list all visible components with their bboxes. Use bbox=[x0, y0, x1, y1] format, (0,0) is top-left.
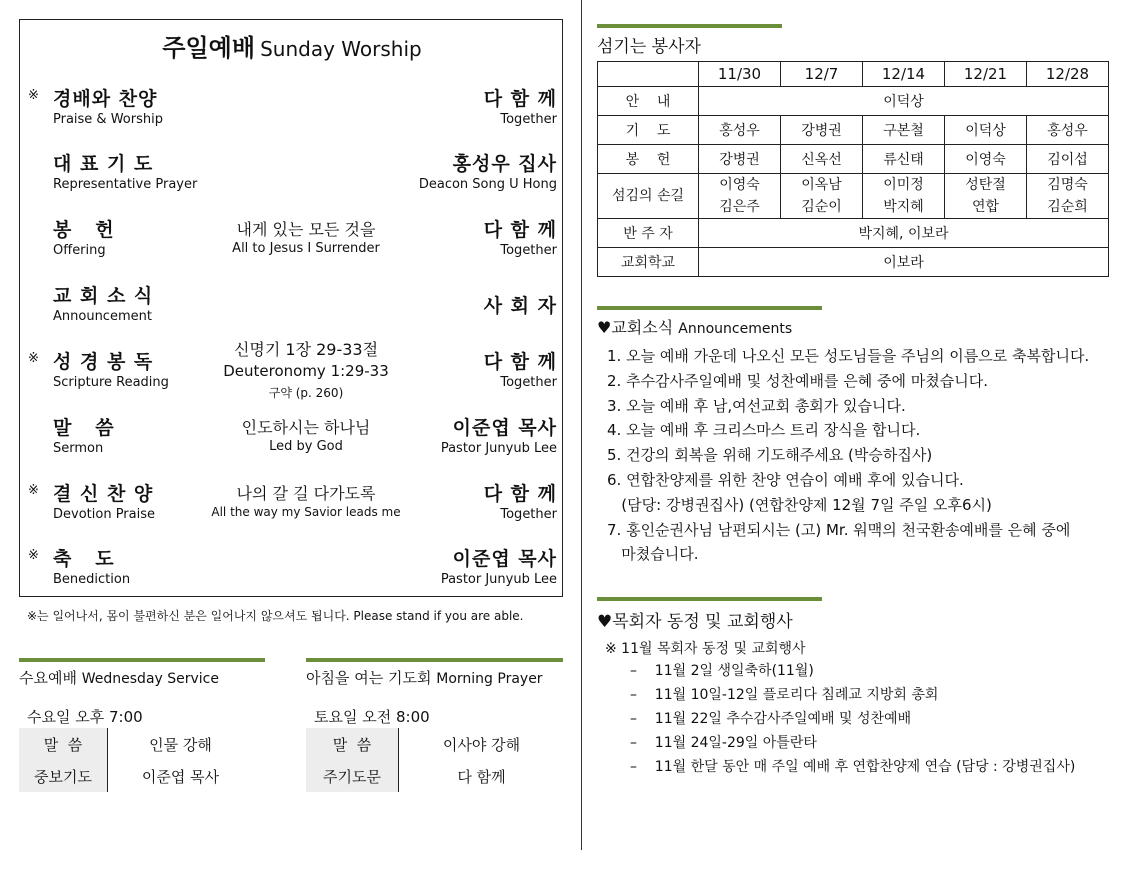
order-title bbox=[20, 28, 564, 63]
item-title-ko: 성 경 봉 독 bbox=[53, 351, 154, 373]
item-leader-en: Pastor Junyub Lee bbox=[440, 572, 557, 587]
item-detail-ko: 내게 있는 모든 것을 bbox=[236, 220, 376, 239]
morning-time: 토요일 오전 8:00 bbox=[314, 708, 430, 726]
table-row bbox=[598, 62, 1109, 87]
item-leader-en: Together bbox=[500, 375, 557, 390]
hands-cell bbox=[699, 174, 781, 219]
item-title-en: Benediction bbox=[53, 572, 131, 587]
hands-bottom: 연합 bbox=[971, 199, 1000, 215]
item-title-en: Representative Prayer bbox=[53, 177, 198, 192]
morning-value: 다 함께 bbox=[457, 767, 506, 786]
item-leader-en: Deacon Song U Hong bbox=[418, 177, 557, 192]
service-item bbox=[20, 544, 564, 604]
school-value: 이보라 bbox=[699, 248, 1109, 277]
item-detail-ko: 나의 갈 길 다가도록 bbox=[236, 484, 376, 503]
item-leader-en: Together bbox=[500, 243, 557, 258]
hands-cell bbox=[1027, 174, 1109, 219]
table-row bbox=[306, 728, 564, 760]
table-row bbox=[598, 248, 1109, 277]
date-header: 12/14 bbox=[863, 62, 945, 87]
item-title-en: Offering bbox=[53, 243, 106, 258]
hands-cell bbox=[863, 174, 945, 219]
heart-icon: ♥ bbox=[597, 612, 613, 632]
wednesday-title bbox=[19, 667, 219, 688]
item-leader-ko: 이준엽 목사 bbox=[452, 548, 557, 570]
item-title-en: Sermon bbox=[53, 441, 104, 456]
list-item: 6. 연합찬양제를 위한 찬양 연습이 예배 후에 있습니다. bbox=[607, 470, 964, 489]
list-item: – 11월 22일 추수감사주일예배 및 성찬예배 bbox=[630, 711, 912, 727]
item-leader-ko: 다 함 께 bbox=[483, 351, 557, 373]
item-title-ko: 교 회 소 식 bbox=[53, 285, 154, 307]
pastor-title bbox=[597, 607, 793, 632]
row-label: 교회학교 bbox=[598, 248, 699, 277]
item-title-ko: 말 씀 bbox=[53, 417, 115, 439]
list-item: 7. 홍인순권사님 남편되시는 (고) Mr. 워맥의 천국환송예배를 은혜 중에 bbox=[607, 520, 1071, 539]
item-detail-en: Led by God bbox=[269, 439, 343, 454]
announcements-title bbox=[597, 315, 792, 338]
item-title-ko: 경배와 찬양 bbox=[53, 88, 158, 110]
service-item bbox=[20, 149, 564, 209]
table-row bbox=[598, 116, 1109, 145]
list-item: 마쳤습니다. bbox=[607, 545, 699, 564]
item-detail-en: Deuteronomy 1:29-33 bbox=[223, 362, 389, 380]
item-leader-ko: 홍성우 집사 bbox=[452, 153, 557, 175]
hands-bottom: 김은주 bbox=[719, 199, 760, 215]
item-title-ko: 결 신 찬 양 bbox=[53, 483, 154, 505]
offering-cell: 강병권 bbox=[699, 145, 781, 174]
service-item bbox=[20, 84, 564, 144]
table-row bbox=[598, 145, 1109, 174]
hands-bottom: 박지혜 bbox=[883, 199, 924, 215]
hands-top: 성탄절 bbox=[965, 177, 1006, 193]
list-item: (담당: 강병권집사) (연합찬양제 12월 7일 주일 오후6시) bbox=[607, 495, 992, 514]
stand-note: ※는 일어나서, 몸이 불편하신 분은 일어나지 않으셔도 됩니다. Please stand if you are able. bbox=[27, 609, 524, 623]
item-leader-en: Together bbox=[500, 507, 557, 522]
section-bar bbox=[306, 658, 563, 662]
prayer-cell: 구본철 bbox=[863, 116, 945, 145]
offering-cell: 류신태 bbox=[863, 145, 945, 174]
service-item bbox=[20, 215, 564, 275]
item-title-en: Scripture Reading bbox=[53, 375, 169, 390]
item-detail-ko: 인도하시는 하나님 bbox=[241, 418, 371, 437]
hands-top: 이영숙 bbox=[719, 177, 760, 193]
prayer-cell: 홍성우 bbox=[699, 116, 781, 145]
hands-bottom: 김순희 bbox=[1047, 199, 1088, 215]
heart-icon: ♥ bbox=[597, 318, 612, 337]
item-detail-en: All to Jesus I Surrender bbox=[232, 241, 380, 256]
row-label: 섬김의 손길 bbox=[598, 174, 699, 219]
item-leader-ko: 다 함 께 bbox=[483, 88, 557, 110]
item-detail-page: 구약 (p. 260) bbox=[268, 386, 344, 400]
morning-title-en: Morning Prayer bbox=[436, 671, 543, 687]
pastor-subtitle: ※ 11월 목회자 동정 및 교회행사 bbox=[605, 641, 806, 657]
announcements-title-ko: 교회소식 bbox=[611, 318, 674, 337]
section-bar bbox=[19, 658, 265, 662]
table-row bbox=[306, 760, 564, 792]
hands-bottom: 김순이 bbox=[801, 199, 842, 215]
table-row bbox=[598, 219, 1109, 248]
usher-value: 이덕상 bbox=[699, 87, 1109, 116]
announcements-list bbox=[607, 344, 1089, 567]
item-leader-ko: 다 함 께 bbox=[483, 483, 557, 505]
prayer-cell: 이덕상 bbox=[945, 116, 1027, 145]
offering-cell: 김이섭 bbox=[1027, 145, 1109, 174]
prayer-cell: 강병권 bbox=[781, 116, 863, 145]
item-title-ko: 대 표 기 도 bbox=[53, 153, 154, 175]
stand-marker: ※ bbox=[28, 483, 39, 498]
hands-top: 이미정 bbox=[883, 177, 924, 193]
list-item: 1. 오늘 예배 가운데 나오신 모든 성도님들을 주님의 이름으로 축복합니다. bbox=[607, 347, 1090, 365]
item-title-ko: 축 도 bbox=[53, 548, 115, 570]
morning-label: 말 씀 bbox=[306, 728, 399, 760]
section-bar bbox=[597, 597, 822, 601]
wednesday-value: 이준엽 목사 bbox=[141, 767, 220, 786]
service-item bbox=[20, 413, 564, 473]
stand-marker: ※ bbox=[28, 88, 39, 103]
hands-cell bbox=[945, 174, 1027, 219]
stand-marker: ※ bbox=[28, 351, 39, 366]
morning-label: 주기도문 bbox=[306, 760, 399, 792]
item-detail-ko: 신명기 1장 29-33절 bbox=[233, 340, 379, 359]
row-label: 반 주 자 bbox=[598, 219, 699, 248]
row-label: 기 도 bbox=[598, 116, 699, 145]
wednesday-title-en: Wednesday Service bbox=[81, 671, 219, 687]
item-leader-en: Pastor Junyub Lee bbox=[440, 441, 557, 456]
item-title-en: Praise & Worship bbox=[53, 112, 163, 127]
row-label: 봉 헌 bbox=[598, 145, 699, 174]
servants-title: 섬기는 봉사자 bbox=[597, 37, 701, 57]
morning-value: 이사야 강해 bbox=[442, 735, 521, 754]
offering-cell: 이영숙 bbox=[945, 145, 1027, 174]
item-leader-en: Together bbox=[500, 112, 557, 127]
offering-cell: 신옥선 bbox=[781, 145, 863, 174]
row-label: 안 내 bbox=[598, 87, 699, 116]
item-title-ko: 봉 헌 bbox=[53, 219, 115, 241]
events-list bbox=[630, 659, 1075, 779]
list-item: – 11월 24일-29일 아틀란타 bbox=[630, 735, 817, 751]
pastor-title-text: 목회자 동정 및 교회행사 bbox=[612, 612, 793, 632]
section-bar bbox=[597, 24, 782, 28]
wednesday-title-ko: 수요예배 bbox=[19, 669, 77, 687]
prayer-cell: 홍성우 bbox=[1027, 116, 1109, 145]
stand-marker: ※ bbox=[28, 548, 39, 563]
table-row bbox=[19, 760, 253, 792]
date-header: 12/7 bbox=[781, 62, 863, 87]
wednesday-label: 말 씀 bbox=[19, 728, 108, 760]
table-row bbox=[598, 87, 1109, 116]
date-header: 12/21 bbox=[945, 62, 1027, 87]
list-item: 3. 오늘 예배 후 남,여선교회 총회가 있습니다. bbox=[607, 396, 906, 415]
list-item: 2. 추수감사주일예배 및 성찬예배를 은혜 중에 마쳤습니다. bbox=[607, 371, 988, 390]
order-title-ko: 주일예배 bbox=[162, 34, 256, 62]
wednesday-label: 중보기도 bbox=[19, 760, 108, 792]
service-item bbox=[20, 281, 564, 341]
item-leader-ko: 이준엽 목사 bbox=[452, 417, 557, 439]
list-item: – 11월 2일 생일축하(11월) bbox=[630, 663, 814, 679]
list-item: 4. 오늘 예배 후 크리스마스 트리 장식을 합니다. bbox=[607, 421, 921, 440]
wednesday-value: 인물 강해 bbox=[149, 735, 212, 754]
announcements-title-en: Announcements bbox=[678, 321, 793, 337]
morning-table bbox=[306, 728, 564, 792]
hands-top: 이옥남 bbox=[801, 177, 842, 193]
date-header: 11/30 bbox=[699, 62, 781, 87]
table-row bbox=[598, 174, 1109, 219]
servants-table bbox=[597, 61, 1109, 277]
date-header: 12/28 bbox=[1027, 62, 1109, 87]
column-divider bbox=[581, 0, 582, 850]
list-item: – 11월 10일-12일 플로리다 침례교 지방회 총회 bbox=[630, 687, 939, 703]
wednesday-table bbox=[19, 728, 253, 792]
order-title-en: Sunday Worship bbox=[260, 37, 422, 61]
corner-cell bbox=[598, 62, 699, 87]
service-item bbox=[20, 479, 564, 539]
section-bar bbox=[597, 306, 822, 310]
item-leader-ko: 다 함 께 bbox=[483, 219, 557, 241]
list-item: 5. 건강의 회복을 위해 기도해주세요 (박승하집사) bbox=[607, 446, 933, 465]
order-of-service bbox=[19, 19, 563, 597]
accompanist-value: 박지혜, 이보라 bbox=[699, 219, 1109, 248]
hands-cell bbox=[781, 174, 863, 219]
service-item bbox=[20, 340, 564, 407]
item-leader-ko: 사 회 자 bbox=[483, 295, 557, 317]
wednesday-time: 수요일 오후 7:00 bbox=[27, 708, 143, 726]
item-detail-en: All the way my Savior leads me bbox=[211, 505, 401, 519]
table-row bbox=[19, 728, 253, 760]
item-title-en: Devotion Praise bbox=[53, 507, 155, 522]
morning-title-ko: 아침을 여는 기도회 bbox=[306, 669, 432, 687]
list-item: – 11월 한달 동안 매 주일 예배 후 연합찬양제 연습 (담당 : 강병권집사) bbox=[630, 759, 1076, 775]
item-title-en: Announcement bbox=[53, 309, 152, 324]
hands-top: 김명숙 bbox=[1047, 177, 1088, 193]
morning-title bbox=[306, 667, 543, 688]
